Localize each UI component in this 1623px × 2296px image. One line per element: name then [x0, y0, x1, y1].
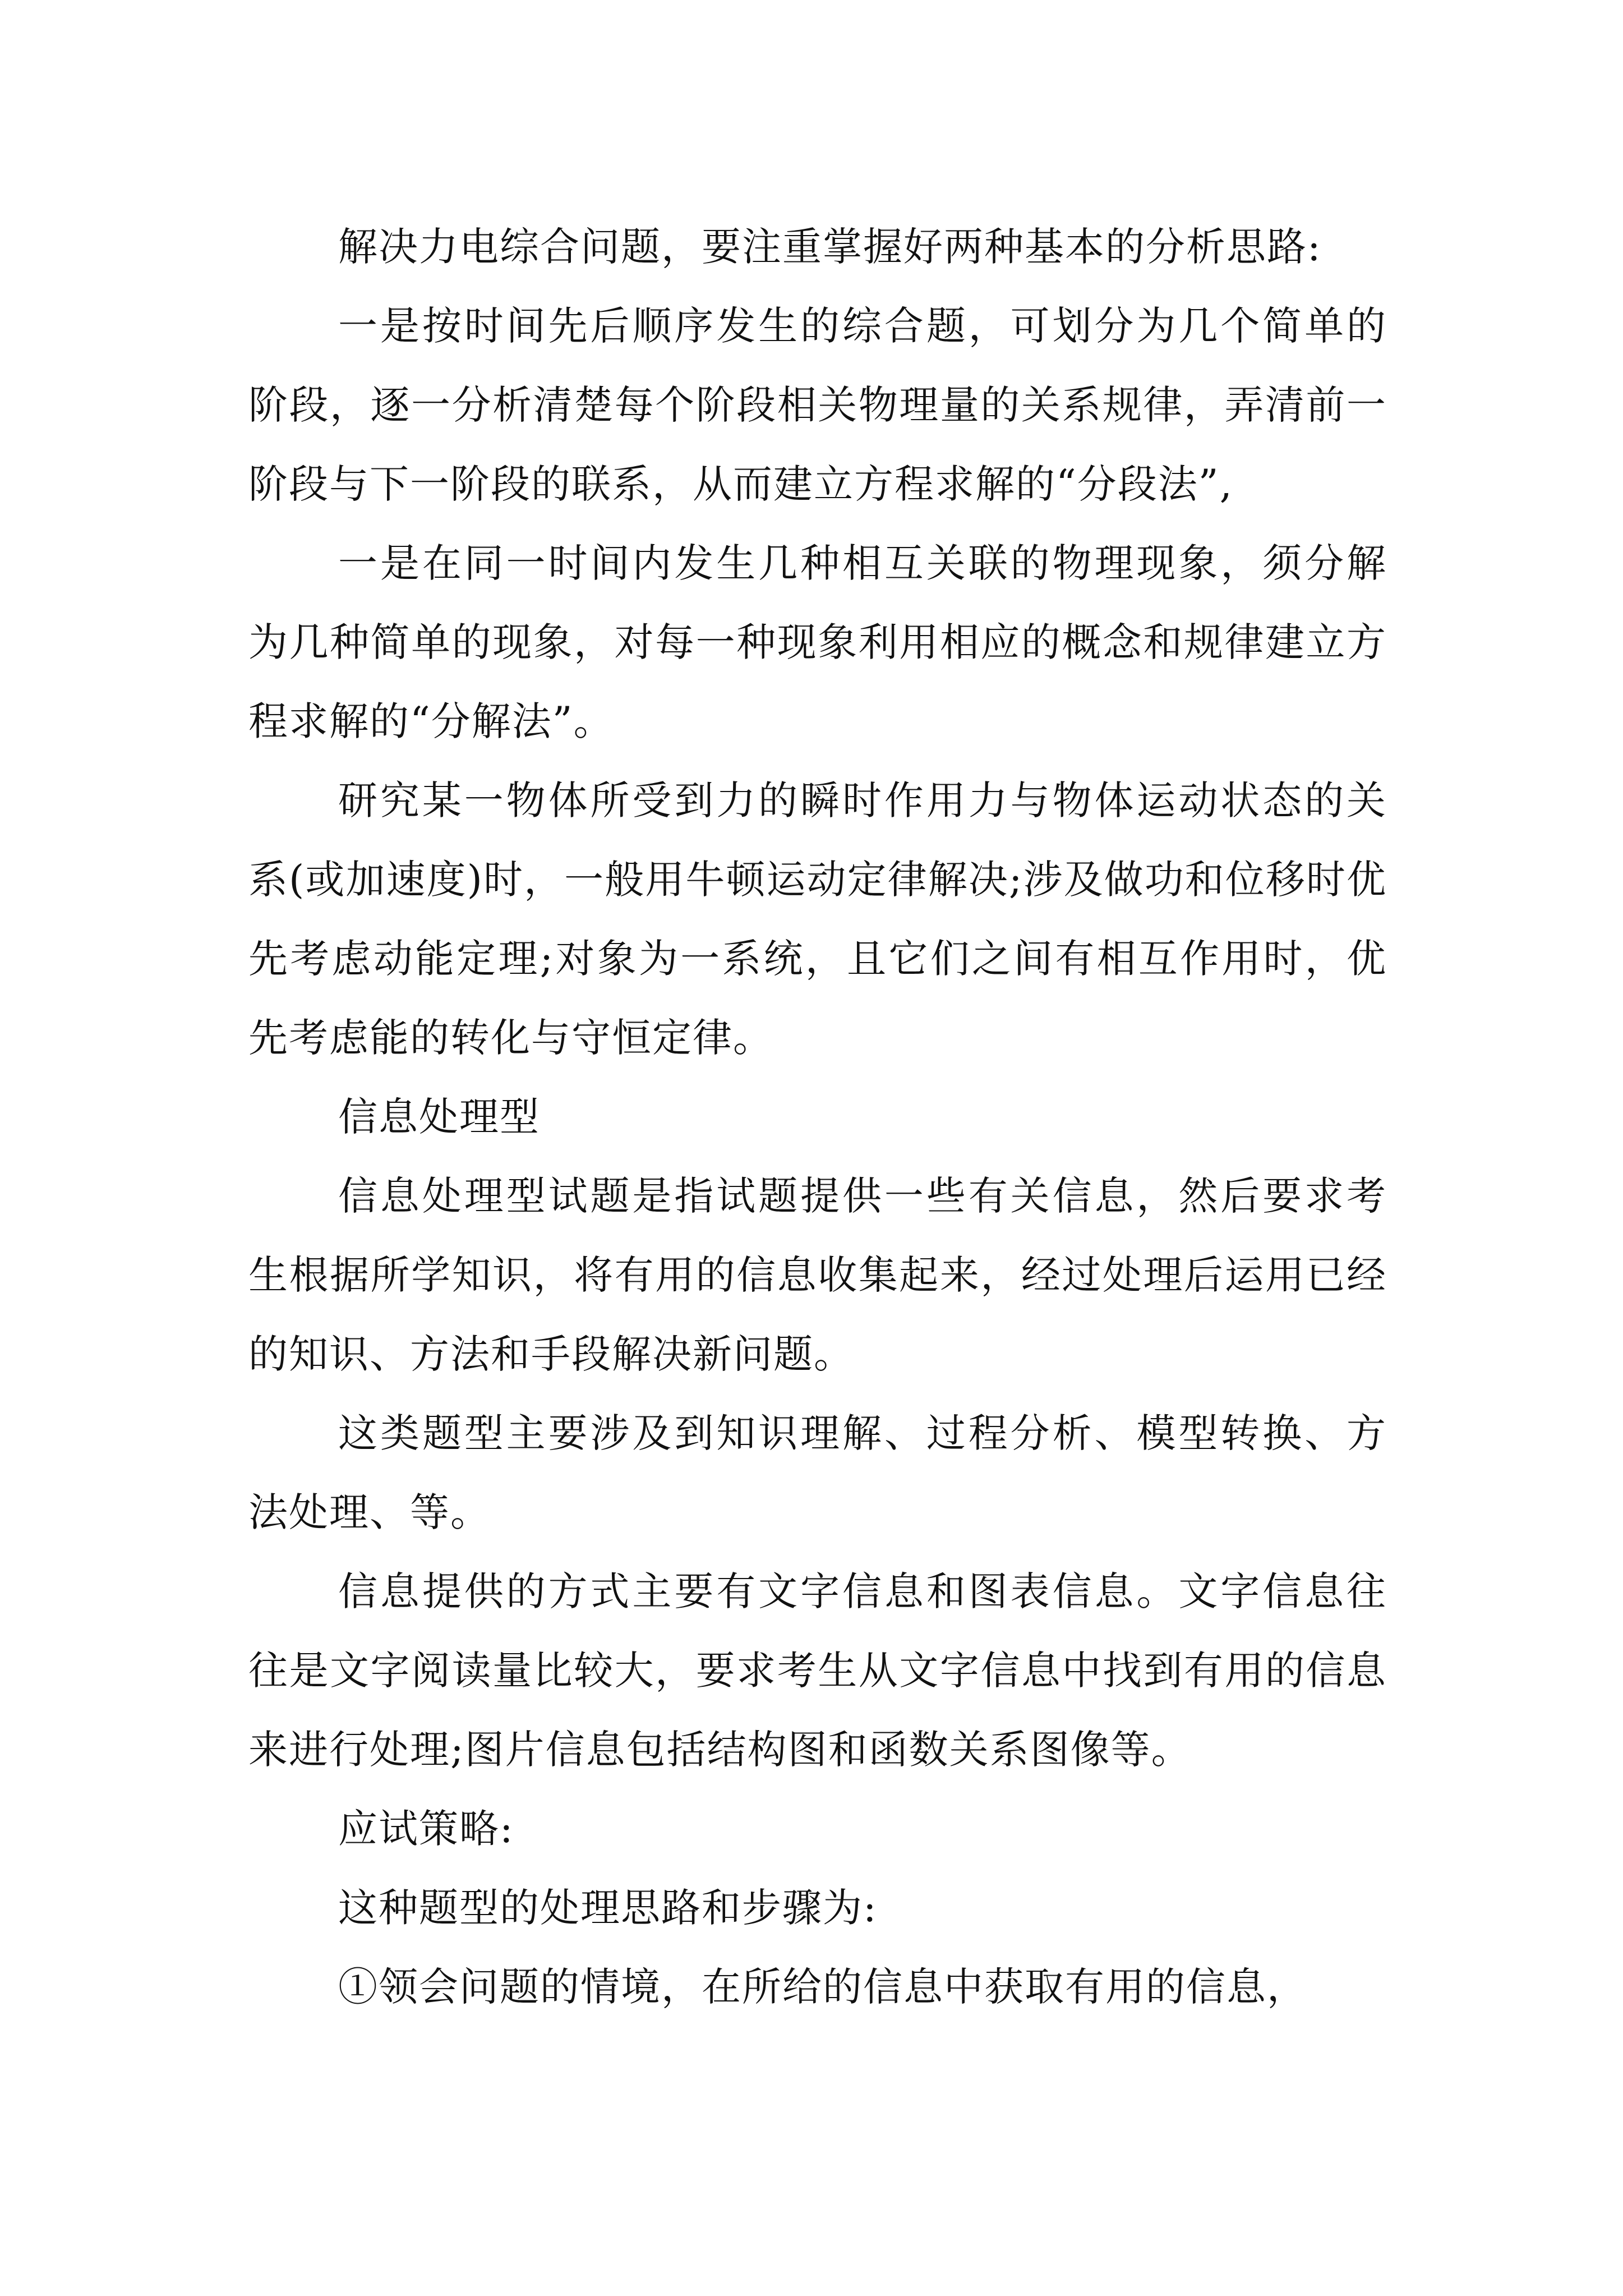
paragraph-intro: 解决力电综合问题，要注重掌握好两种基本的分析思路: — [338, 224, 1322, 270]
paragraph-info-forms: 信息提供的方式主要有文字信息和图表信息。文字信息往往是文字阅读量比较大，要求考生从文字信息中找到有用的信息来进行处理;图片信息包括结构图和函数关系图像等。 — [248, 1568, 1387, 1773]
paragraph-step-1: ①领会问题的情境，在所给的信息中获取有用的信息， — [338, 1964, 1307, 2010]
paragraph-decomposition-method: 一是在同一时间内发生几种相互关联的物理现象，须分解为几种简单的现象，对每一种现象利用相应的概念和规律建立方程求解的“分解法”。 — [248, 540, 1387, 744]
paragraph-force-motion: 研究某一物体所受到力的瞬时作用力与物体运动状态的关系(或加速度)时，一般用牛顿运动定律解决;涉及做功和位移时优先考虑动能定理;对象为一系统，且它们之间有相互作用时，优先考虑能的转化与守恒定律。 — [248, 777, 1387, 1061]
paragraph-steps-intro: 这种题型的处理思路和步骤为: — [338, 1885, 878, 1931]
paragraph-strategy-heading: 应试策略: — [338, 1806, 514, 1852]
section-heading-info-processing: 信息处理型 — [338, 1094, 540, 1140]
paragraph-segment-method: 一是按时间先后顺序发生的综合题，可划分为几个简单的阶段，逐一分析清楚每个阶段相关物理量的关系规律，弄清前一阶段与下一阶段的联系，从而建立方程求解的“分段法”, — [248, 303, 1387, 507]
document-body — [248, 208, 1387, 2027]
paragraph-question-types: 这类题型主要涉及到知识理解、过程分析、模型转换、方法处理、等。 — [248, 1410, 1387, 1535]
paragraph-info-definition: 信息处理型试题是指试题提供一些有关信息，然后要求考生根据所学知识，将有用的信息收集起来，经过处理后运用已经的知识、方法和手段解决新问题。 — [248, 1173, 1387, 1377]
